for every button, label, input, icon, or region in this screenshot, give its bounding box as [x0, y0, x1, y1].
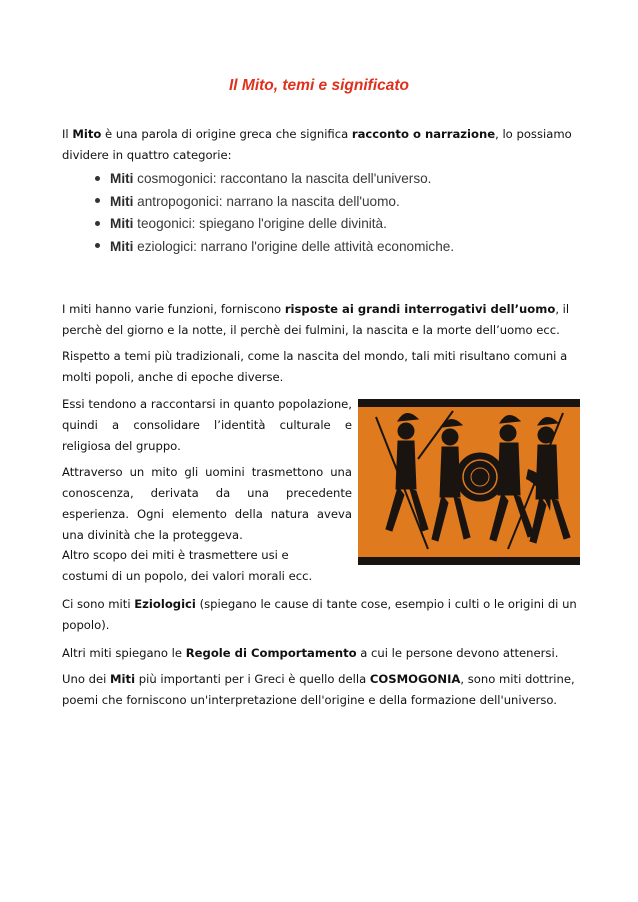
list-item: Miti teogonici: spiegano l'origine delle divinità. — [70, 213, 540, 236]
rules-paragraph: Altri miti spiegano le Regole di Comportamento a cui le persone devono attenersi. — [62, 646, 559, 660]
greek-vase-warriors-image — [358, 399, 580, 565]
list-item: Miti cosmogonici: raccontano la nascita dell'universo. — [70, 168, 540, 191]
intro-paragraph: Il Mito è una parola di origine greca che significa racconto o narrazione, lo possiamo dividere in quattro categorie: — [62, 127, 572, 162]
list-item: Miti eziologici: narrano l'origine delle attività economiche. — [70, 236, 540, 259]
themes-paragraph: Rispetto a temi più tradizionali, come la nascita del mondo, tali miti risultano comuni a molti popoli, anche di epoche diverse. — [62, 349, 568, 384]
etiological-paragraph: Ci sono miti Eziologici (spiegano le cause di tante cose, esempio i culti o le origini di un popolo). — [62, 597, 577, 632]
page-title: Il Mito, temi e significato — [229, 77, 409, 94]
cosmogony-paragraph: Uno dei Miti più importanti per i Greci è quello della COSMOGONIA, sono miti dottrine, poemi che forniscono un'interpretazione dell'origine e della formazione dell'universo. — [62, 672, 575, 707]
bullet-icon — [95, 243, 100, 248]
knowledge-paragraph: Attraverso un mito gli uomini trasmettono una conoscenza, derivata da una precedente esperienza. Ogni elemento della natura aveva una divinità che la proteggeva. — [62, 465, 352, 542]
bullet-icon — [95, 176, 100, 181]
customs-paragraph: Altro scopo dei miti è trasmettere usi e costumi di un popolo, dei valori morali ecc. — [62, 548, 313, 583]
categories-list-image — [70, 168, 540, 272]
identity-paragraph: Essi tendono a raccontarsi in quanto popolazione, quindi a consolidare l’identità culturale e religiosa del gruppo. — [62, 397, 352, 453]
bullet-icon — [95, 221, 100, 226]
bullet-icon — [95, 198, 100, 203]
functions-paragraph: I miti hanno varie funzioni, forniscono risposte ai grandi interrogativi dell’uomo, il perchè del giorno e la notte, il perchè dei fulmini, la nascita e la morte dell’uomo ecc. — [62, 302, 570, 337]
list-item: Miti antropogonici: narrano la nascita dell'uomo. — [70, 191, 540, 214]
